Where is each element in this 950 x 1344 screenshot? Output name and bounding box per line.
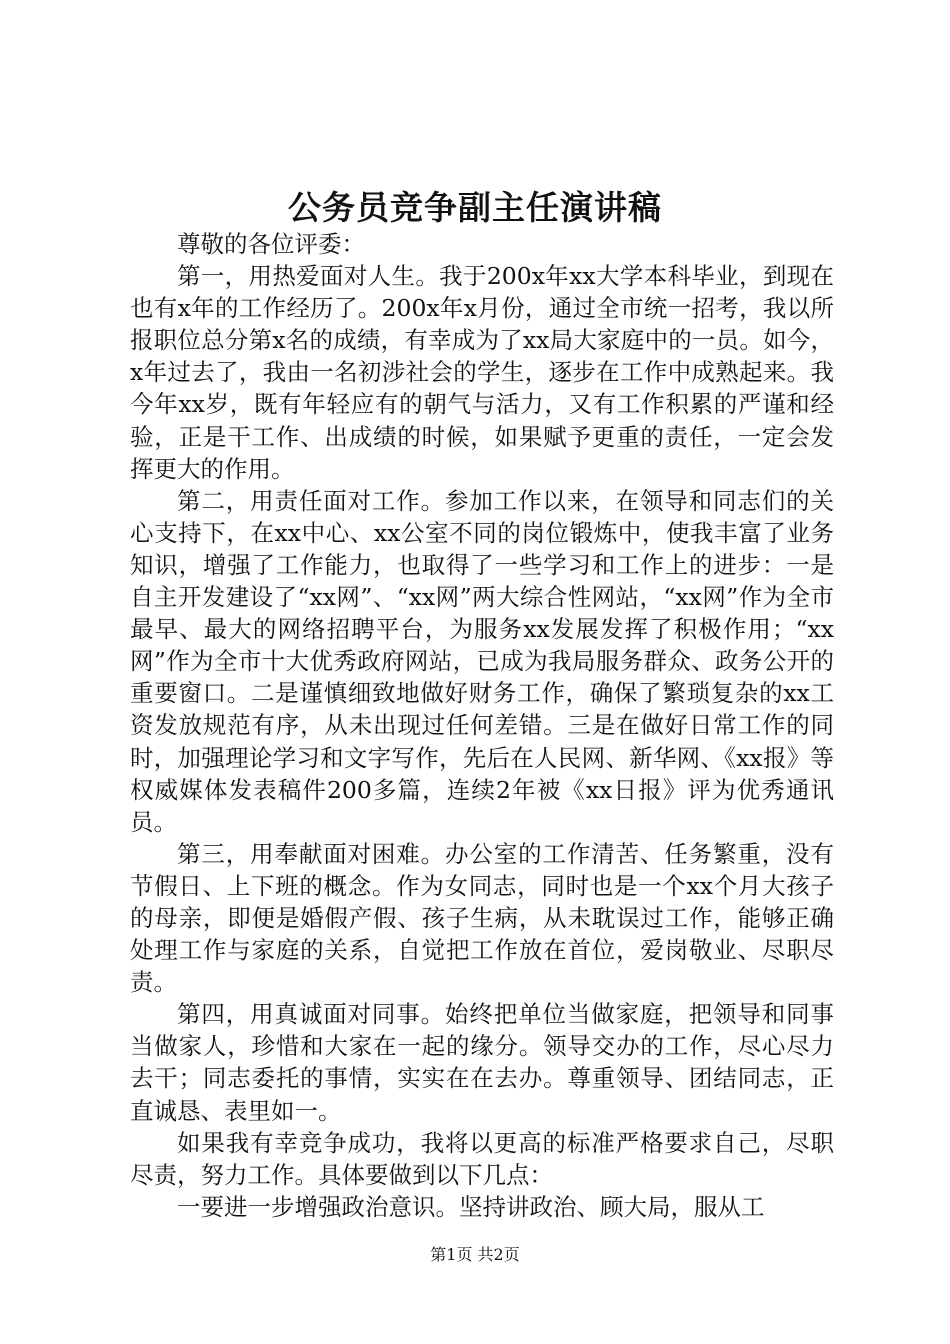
paragraph-4: 第四，用真诚面对同事。始终把单位当做家庭，把领导和同事当做家人，珍惜和大家在一起的缘分。领导交办的工作，尽心尽力去干；同志委托的事情，实实在在去办。尊重领导、团结同志，正直诚恳、表里如一。: [130, 1000, 834, 1125]
paragraph-1: 第一，用热爱面对人生。我于200x年xx大学本科毕业，到现在也有x年的工作经历了。200x年x月份，通过全市统一招考，我以所报职位总分第x名的成绩，有幸成为了xx局大家庭中的一员。如今，x年过去了，我由一名初涉社会的学生，逐步在工作中成熟起来。我今年xx岁，既有年轻应有的朝气与活力，又有工作积累的严谨和经验，正是干工作、出成绩的时候，如果赋予更重的责任，一定会发挥更大的作用。: [130, 262, 834, 483]
salutation: 尊敬的各位评委：: [177, 230, 365, 258]
page-footer: [0, 1243, 950, 1267]
paragraph-6: 一要进一步增强政治意识。坚持讲政治、顾大局，服从工: [177, 1192, 765, 1221]
paragraph-3: 第三，用奉献面对困难。办公室的工作清苦、任务繁重，没有节假日、上下班的概念。作为女同志，同时也是一个xx个月大孩子的母亲，即便是婚假产假、孩子生病，从未耽误过工作，能够正确处理工作与家庭的关系，自觉把工作放在首位，爱岗敬业、尽职尽责。: [130, 839, 834, 997]
page-total: 共2页: [477, 1245, 520, 1264]
document-title: 公务员竞争副主任演讲稿: [288, 188, 662, 227]
paragraph-5: 如果我有幸竞争成功，我将以更高的标准严格要求自己，尽职尽责，努力工作。具体要做到以下几点：: [130, 1128, 834, 1189]
paragraph-2: 第二，用责任面对工作。参加工作以来，在领导和同志们的关心支持下，在xx中心、xx公室不同的岗位锻炼中，使我丰富了业务知识，增强了工作能力，也取得了一些学习和工作上的进步：一是自主开发建设了“xx网”、“xx网”两大综合性网站，“xx网”作为全市最早、最大的网络招聘平台，为服务xx发展发挥了积极作用；“xx网”作为全市十大优秀政府网站，已成为我局服务群众、政务公开的重要窗口。二是谨慎细致地做好财务工作，确保了繁琐复杂的xx工资发放规范有序，从未出现过任何差错。三是在做好日常工作的同时，加强理论学习和文字写作，先后在人民网、新华网、《xx报》等权威媒体发表稿件200多篇，连续2年被《xx日报》评为优秀通讯员。: [130, 486, 834, 836]
page-number: 第1页: [430, 1245, 473, 1264]
document-body: [130, 228, 834, 1223]
